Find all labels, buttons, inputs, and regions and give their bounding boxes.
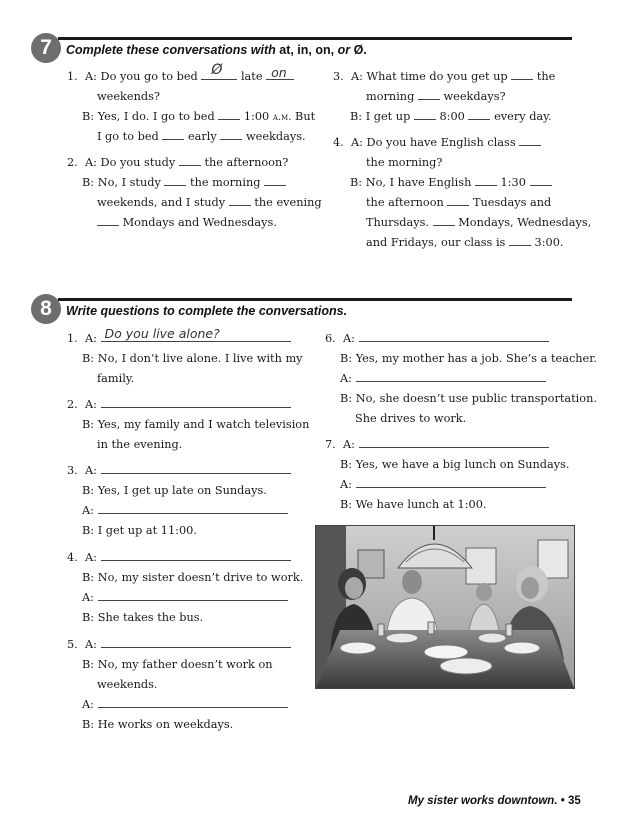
answer-blank[interactable]: [468, 110, 490, 120]
q8-6-a: 6. A:: [325, 332, 549, 345]
q7-2-line1: 2. A: Do you study the afternoon?: [67, 156, 289, 169]
section-7-rule: [58, 37, 572, 40]
q7-3-line1: 3. A: What time do you get up the: [333, 70, 556, 83]
answer-blank[interactable]: [220, 130, 242, 140]
q8-2-b: B: Yes, my family and I watch television: [82, 418, 310, 431]
handwritten-answer: Do you live alone?: [104, 326, 220, 341]
q7-4-line3: B: No, I have English 1:30: [350, 176, 552, 189]
section-8-number: 8: [31, 294, 61, 324]
q8-2-b-cont: in the evening.: [97, 438, 183, 451]
family-lunch-photo: [315, 525, 575, 689]
handwritten-answer: on: [271, 65, 287, 80]
q8-4-b: B: No, my sister doesn’t drive to work.: [82, 571, 304, 584]
answer-blank[interactable]: [229, 196, 251, 206]
q7-2-line2: B: No, I study the morning: [82, 176, 286, 189]
q7-4-line5: Thursdays. Mondays, Wednesdays,: [366, 216, 592, 229]
q8-5-a: 5. A:: [67, 638, 291, 651]
handwritten-answer: Ø: [211, 62, 223, 78]
q7-1-line1: 1. A: Do you go to bed Ø late on: [67, 70, 294, 83]
q7-4-line2: the morning?: [366, 156, 443, 169]
q8-3-a2: A:: [82, 504, 288, 517]
answer-blank[interactable]: [356, 372, 546, 382]
answer-blank[interactable]: [264, 176, 286, 186]
q8-6-a2: A:: [340, 372, 546, 385]
q8-6-b: B: Yes, my mother has a job. She’s a teacher.: [340, 352, 597, 365]
answer-blank[interactable]: [101, 551, 291, 561]
q8-6-b2: B: No, she doesn’t use public transportation.: [340, 392, 597, 405]
page-footer: [408, 795, 581, 807]
q8-7-b: B: Yes, we have a big lunch on Sundays.: [340, 458, 570, 471]
answer-blank[interactable]: [414, 110, 436, 120]
answer-blank[interactable]: [218, 110, 240, 120]
family-lunch-illustration: [316, 526, 574, 688]
q7-3-line3: B: I get up 8:00 every day.: [350, 110, 552, 123]
section-8-title: Write questions to complete the conversations.: [66, 304, 348, 318]
answer-blank[interactable]: [101, 464, 291, 474]
answer-blank[interactable]: [519, 136, 541, 146]
answer-blank[interactable]: [475, 176, 497, 186]
answer-blank[interactable]: [179, 156, 201, 166]
section-8-rule: [58, 298, 572, 301]
q8-6-b2-cont: She drives to work.: [355, 412, 467, 425]
q7-1-line2: weekends?: [97, 90, 160, 103]
q8-7-b2: B: We have lunch at 1:00.: [340, 498, 487, 511]
answer-blank[interactable]: [433, 216, 455, 226]
answer-blank[interactable]: [98, 504, 288, 514]
footer-bullet: •: [560, 795, 565, 807]
section-7-title: Complete these conversations with at, in, on, or Ø.: [66, 43, 367, 57]
q8-4-b2: B: She takes the bus.: [82, 611, 204, 624]
answer-blank[interactable]: [418, 90, 440, 100]
answer-blank[interactable]: [530, 176, 552, 186]
title-prepositions: at, in, on,: [279, 43, 335, 57]
answer-blank[interactable]: [164, 176, 186, 186]
q7-2-line4: Mondays and Wednesdays.: [97, 216, 277, 229]
q8-7-a2: A:: [340, 478, 546, 491]
q8-4-a: 4. A:: [67, 551, 291, 564]
q7-1-line3: B: Yes, I do. I go to bed 1:00 a.m. But: [82, 110, 316, 123]
answer-blank[interactable]: [509, 236, 531, 246]
answer-blank[interactable]: [101, 638, 291, 648]
q7-4-line1: 4. A: Do you have English class: [333, 136, 541, 149]
answer-blank[interactable]: [511, 70, 533, 80]
q8-1-b-cont: family.: [97, 372, 135, 385]
answer-blank[interactable]: [359, 438, 549, 448]
q7-2-line3: weekends, and I study the evening: [97, 196, 322, 209]
answer-blank[interactable]: [201, 62, 237, 80]
q7-3-line2: morning weekdays?: [366, 90, 506, 103]
q8-3-b2: B: I get up at 11:00.: [82, 524, 197, 537]
page-number: 35: [567, 795, 581, 807]
q8-5-b: B: No, my father doesn’t work on: [82, 658, 273, 671]
answer-blank[interactable]: [356, 478, 546, 488]
answer-blank[interactable]: [101, 398, 291, 408]
q8-4-a2: A:: [82, 591, 288, 604]
q8-7-a: 7. A:: [325, 438, 549, 451]
q8-2-a: 2. A:: [67, 398, 291, 411]
q8-1-b: B: No, I don’t live alone. I live with my: [82, 352, 303, 365]
q8-3-b: B: Yes, I get up late on Sundays.: [82, 484, 267, 497]
q8-1-a: 1. A: Do you live alone?: [67, 332, 291, 345]
q8-5-b2: B: He works on weekdays.: [82, 718, 234, 731]
q8-3-a: 3. A:: [67, 464, 291, 477]
section-7-number: 7: [31, 33, 61, 63]
q7-1-line4: I go to bed early weekdays.: [97, 130, 306, 143]
answer-blank[interactable]: [266, 65, 294, 80]
answer-blank[interactable]: [98, 698, 288, 708]
answer-blank[interactable]: [97, 216, 119, 226]
answer-blank[interactable]: [447, 196, 469, 206]
q7-4-line6: and Fridays, our class is 3:00.: [366, 236, 564, 249]
q8-5-a2: A:: [82, 698, 288, 711]
q7-4-line4: the afternoon Tuesdays and: [366, 196, 552, 209]
answer-blank[interactable]: [98, 591, 288, 601]
answer-blank[interactable]: [359, 332, 549, 342]
answer-blank[interactable]: [162, 130, 184, 140]
footer-unit-title: My sister works downtown.: [408, 795, 558, 807]
q8-5-b-cont: weekends.: [97, 678, 158, 691]
